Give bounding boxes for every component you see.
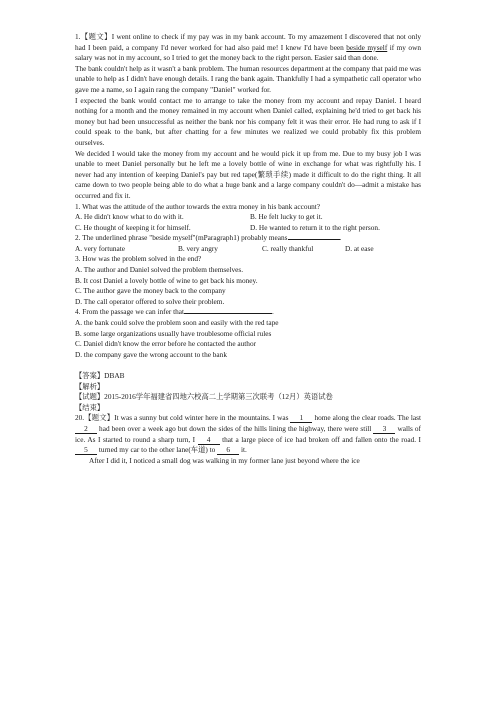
passage-paragraph-1: 1.【题文】I went online to check if my pay was in my bank account. To my amazement I discovered that not only had I been paid, a company I'd never worked for had also paid me! I knew I'd have been beside myself if my own salary was not in my account, so I tried to get the money back to the right person. Easier said than done.: [75, 32, 421, 63]
option-a: A. very fortunate: [75, 243, 126, 253]
question-1-options-ab: [75, 212, 421, 223]
question-1-stem: 1. What was the attitude of the author towards the extra money in his bank account?: [75, 201, 321, 211]
underlined-phrase: beside myself: [346, 42, 388, 52]
answer-blank: [288, 239, 340, 240]
question-1-options-cd: [75, 223, 421, 234]
option-b: B. He felt lucky to get it.: [250, 212, 323, 222]
option-c: C. Daniel didn't know the error before he contacted the author: [75, 339, 257, 349]
option-c: C. really thankful: [262, 243, 314, 253]
passage-paragraph-3: I expected the bank would contact me to arrange to take the money from my account and repay Daniel. I heard nothing for a month and the money remained in my account when Daniel called, explaining he'd tried to get back his money but had been unsuccessful as neither the bank nor his company felt it was their error. He had rung to ask if I could speak to the bank, but after chatting for a few minutes we realized we could probably fix this problem ourselves.: [75, 95, 421, 147]
option-a: A. the bank could solve the problem soon and easily with the red tape: [75, 318, 279, 328]
option-b: B. very angry: [178, 243, 218, 253]
option-b: B. It cost Daniel a lovely bottle of wine to get back his money.: [75, 275, 258, 285]
cloze-blank-4: 4: [198, 436, 220, 445]
option-c: C. The author gave the money back to the company: [75, 286, 226, 296]
answer-line: 【答案】DBAB: [75, 371, 125, 380]
option-d: D. at ease: [345, 243, 374, 253]
source-line: 【试题】2015-2016学年福建省四地六校高二上学期第三次联考（12月）英语试卷: [75, 392, 333, 402]
question-4-stem: 4. From the passage we can infer that .: [75, 307, 274, 317]
cloze-blank-6: 6: [217, 446, 239, 455]
cloze-blank-1: 1: [290, 414, 312, 423]
passage-paragraph-4: We decided I would take the money from my account and he would pick it up from me. Due to my busy job I was unable to meet Daniel personally but he left me a lovely bottle of wine in exchange for what was rightfully his. I never had any intention of keeping Daniel's pay but red tape(繁琐手续) made it difficult to do the right thing. It all came down to two people being able to do what a huge bank and a large company couldn't do—admit a mistake has occurred and fix it.: [75, 148, 421, 200]
option-b: B. some large organizations usually have troublesome official rules: [75, 328, 272, 338]
option-d: D. He wanted to return it to the right person.: [250, 222, 380, 232]
question-2-stem: 2. The underlined phrase "beside myself"(mParagraph1) probably means .: [75, 233, 342, 243]
cloze-blank-5: 5: [75, 446, 97, 455]
question-3-stem: 3. How was the problem solved in the end?: [75, 254, 202, 264]
cloze-blank-3: 3: [373, 425, 395, 434]
cloze-paragraph: 20.【题文】It was a sunny but cold winter here in the mountains. I was 1 home along the clear roads. The last 2 had been over a week ago but down the sides of the hills lining the highway, there were still 3 walls of ice. As I started to round a sharp turn, I 4 that a large piece of ice had broken off and fallen onto the road. I 5 turned my car to the other lane(车道) to 6 it.: [75, 413, 421, 455]
cloze-blank-2: 2: [75, 425, 97, 434]
option-d: D. The call operator offered to solve their problem.: [75, 296, 225, 306]
cloze-paragraph-2: After I did it, I noticed a small dog was walking in my former lane just beyond where the ice: [89, 455, 360, 465]
passage-paragraph-2: The bank couldn't help as it wasn't a bank problem. The human resources department at the company that paid me was unable to help as I didn't have enough details. I rang the bank again. Thankfully I had a sympathetic call operator who gave me a name, so I again rang the company "Daniel" worked for.: [75, 63, 421, 94]
option-a: A. The author and Daniel solved the problem themselves.: [75, 265, 244, 275]
end-label: 【结束】: [75, 402, 105, 412]
answer-blank: [184, 313, 272, 314]
analysis-label: 【解析】: [75, 381, 105, 391]
option-d: D. the company gave the wrong account to the bank: [75, 349, 227, 359]
question-2-options: [75, 244, 421, 255]
option-a: A. He didn't know what to do with it.: [75, 212, 184, 222]
option-c: C. He thought of keeping it for himself.: [75, 222, 191, 232]
spacer: [75, 360, 421, 371]
